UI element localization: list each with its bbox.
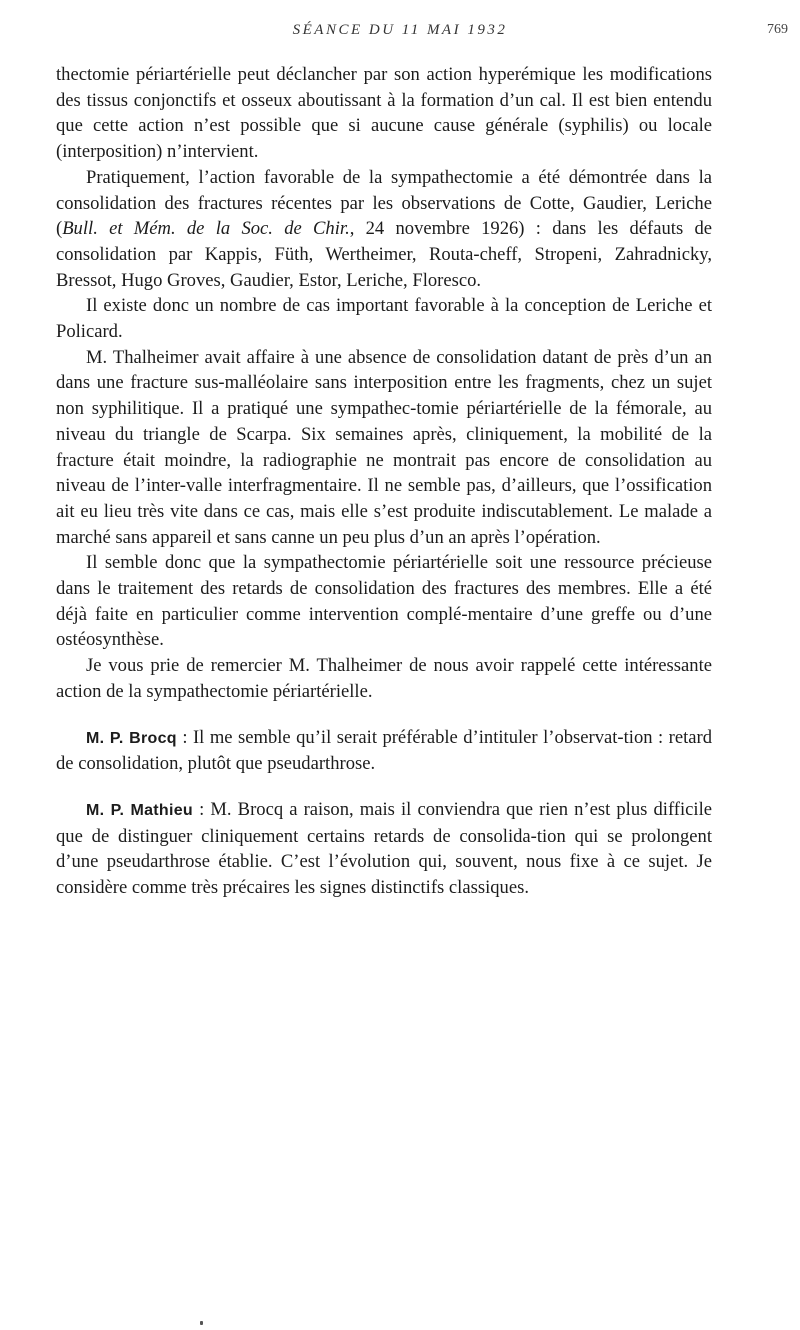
discussion-text: : Il me semble qu’il serait préférable d’intituler l’observat-tion : retard de consolidation, plutôt que pseudarthrose. bbox=[56, 726, 713, 775]
page-number: 769 bbox=[767, 22, 788, 37]
print-speck bbox=[200, 1321, 203, 1325]
paragraph-case-report: M. Thalheimer avait affaire à une absence de consolidation datant de près d’un an dans une fracture sus-malléolaire sans interposition entre les fragments, chez un sujet non syphilitique. Il a pratiqué une sympathec-tomie périartérielle de la fémorale, au niveau du triangle de Scarpa. Six semaines après, cliniquement, la mobilité de la fracture était moindre, la radiographie ne montrait pas encore de consolidation au niveau de l’inter-valle interfragmentaire. Il ne semble pas, d’ailleurs, que l’ossification ait eu lieu très vite dans ce cas, mais elle s’est produite indiscutablement. Le malade a marché sans appareil et sans canne un peu plus d’un an après l’opération. bbox=[56, 346, 712, 548]
paragraph-thanks: Je vous prie de remercier M. Thalheimer de nous avoir rappelé cette intéressante action de la sympathectomie périartérielle. bbox=[56, 655, 712, 702]
citation-journal: Bull. et Mém. de la Soc. de Chir. bbox=[62, 218, 350, 240]
body-text bbox=[56, 62, 712, 901]
discussion-brocq bbox=[56, 725, 712, 777]
paragraph-continuation: thectomie périartérielle peut déclancher par son action hyperémique les modifications des tissus conjonctifs et osseux aboutissant à la formation d’un cal. Il est bien entendu que cette action n’est possible que si aucune cause générale (syphilis) ou locale (interposition) n’intervient. bbox=[56, 64, 712, 163]
speaker-name: M. P. Mathieu bbox=[86, 801, 193, 819]
running-head bbox=[0, 22, 800, 44]
running-title: SÉANCE DU 11 MAI 1932 bbox=[292, 22, 508, 38]
discussion-mathieu bbox=[56, 797, 712, 901]
paragraph-conclusion-cases: Il existe donc un nombre de cas important favorable à la conception de Leriche et Policard. bbox=[56, 295, 712, 343]
paragraph-resource: Il semble donc que la sympathectomie périartérielle soit une ressource précieuse dans le traitement des retards de consolidation des fractures des membres. Elle a été déjà faite en particulier comme intervention complé-mentaire d’une greffe ou d’une ostéosynthèse. bbox=[56, 552, 712, 651]
paragraph-sympathectomy-evidence bbox=[56, 165, 712, 294]
paragraph-text: Pratiquement, l’action favorable de la sympathectomie a été démontrée dans la consolidation des fractures récentes par les observations de Cotte, Gaudier, Leriche ( bbox=[56, 166, 712, 240]
paragraph-text: , 24 novembre 1926) : dans les défauts de consolidation par Kappis, Füth, Wertheimer, Routa-cheff, Stropeni, Zahradnicky, Bressot, Hugo Groves, Gaudier, Estor, Leriche, Floresco. bbox=[56, 218, 712, 291]
speaker-name: M. P. Brocq bbox=[86, 729, 177, 747]
discussion-text: : M. Brocq a raison, mais il conviendra que rien n’est plus difficile que de distinguer cliniquement certains retards de consolida-tion qui se prolongent d’une pseudarthrose établie. C’est l’évolution qui, souvent, nous fixe à ce sujet. Je considère comme très précaires les signes distinctifs classiques. bbox=[56, 798, 713, 899]
